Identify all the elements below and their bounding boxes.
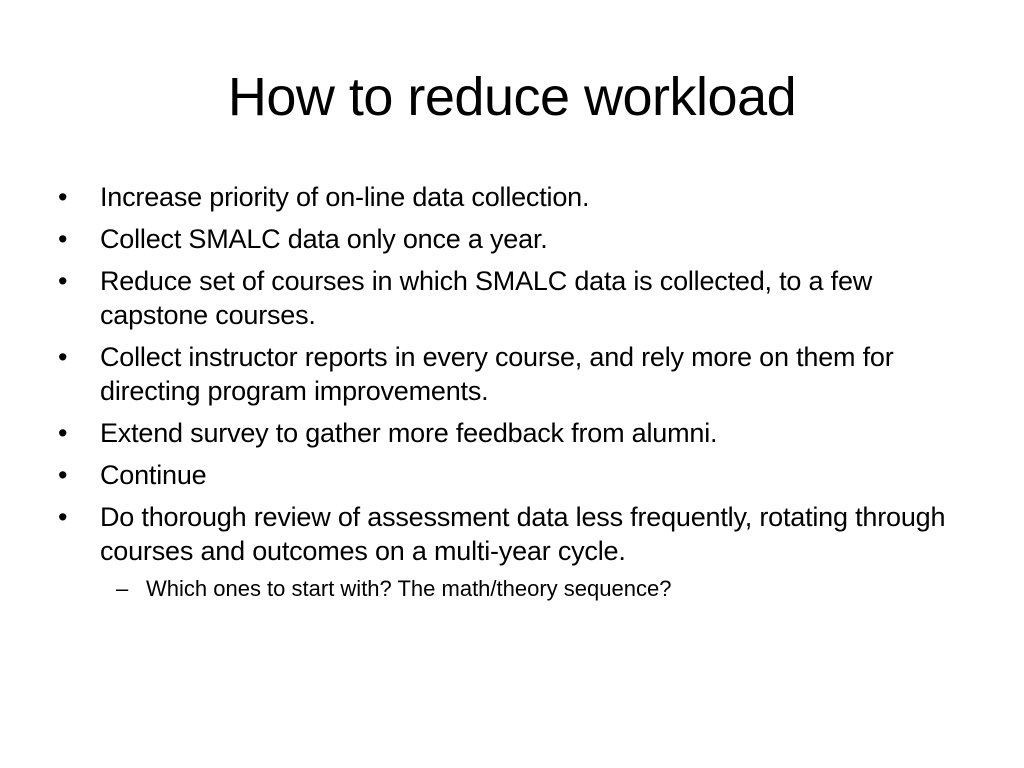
- sub-bullet-item: [116, 574, 978, 604]
- sub-bullet-marker: –: [116, 576, 129, 601]
- bullet-item: [58, 340, 978, 408]
- bullet-item: [58, 458, 978, 492]
- bullet-item: [58, 264, 978, 332]
- bullet-item: [58, 222, 978, 256]
- bullet-marker: •: [58, 502, 68, 532]
- bullet-marker: •: [58, 266, 68, 296]
- bullet-list: [58, 180, 978, 604]
- bullet-text: Collect SMALC data only once a year.: [100, 224, 548, 254]
- bullet-marker: •: [58, 224, 68, 254]
- bullet-text: Extend survey to gather more feedback from alumni.: [100, 418, 718, 448]
- bullet-text: Reduce set of courses in which SMALC data is collected, to a few capstone courses.: [100, 266, 873, 330]
- sub-bullet-text: Which ones to start with? The math/theory sequence?: [146, 576, 672, 601]
- bullet-item: [58, 180, 978, 214]
- bullet-item: [58, 416, 978, 450]
- bullet-text: Do thorough review of assessment data less frequently, rotating through courses and outcomes on a multi-year cycle.: [100, 502, 946, 566]
- bullet-marker: •: [58, 342, 68, 372]
- bullet-text: Increase priority of on-line data collection.: [100, 182, 590, 212]
- bullet-text: Continue: [100, 460, 207, 490]
- bullet-text: Collect instructor reports in every course, and rely more on them for directing program improvements.: [100, 342, 894, 406]
- bullet-marker: •: [58, 418, 68, 448]
- bullet-marker: •: [58, 182, 68, 212]
- bullet-item: [58, 500, 978, 568]
- bullet-marker: •: [58, 460, 68, 490]
- slide-title: How to reduce workload: [227, 67, 797, 127]
